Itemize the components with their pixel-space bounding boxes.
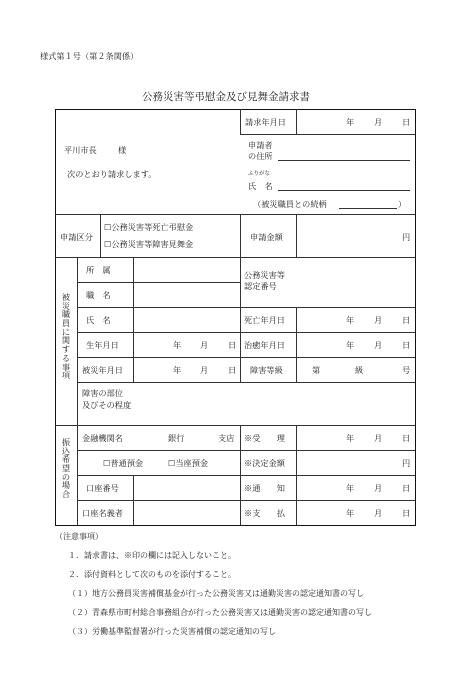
bank-label[interactable]: 銀行 — [168, 433, 185, 443]
amount-label: 申請金額 — [250, 232, 283, 242]
deposit-current[interactable]: ☐当座預金 — [168, 458, 209, 468]
receipt-month[interactable]: 月 — [374, 433, 383, 443]
receipt-day[interactable]: 日 — [402, 433, 411, 443]
death-day[interactable]: 日 — [402, 315, 411, 325]
furigana-label: ふりがな — [248, 171, 271, 177]
notes-heading: （注意事項） — [55, 532, 103, 541]
request-text: 次のとおり請求します。 — [67, 169, 157, 179]
form-title: 公務災害等弔慰金及び見舞金請求書 — [142, 91, 310, 103]
note-item: （２）青森県市町村総合事務組合が行った公務災害又は通勤災害の認定通知書の写し — [68, 608, 372, 617]
death-month[interactable]: 月 — [374, 315, 383, 325]
applicant-address-field[interactable] — [278, 160, 410, 161]
birth-month[interactable]: 月 — [200, 340, 209, 350]
grade-mid: 級 — [355, 365, 364, 375]
injury-month[interactable]: 月 — [200, 365, 209, 375]
account-number-label: 口座番号 — [86, 483, 119, 493]
grade-prefix: 第 — [312, 365, 321, 375]
injury-day[interactable]: 日 — [228, 365, 237, 375]
payment-month[interactable]: 月 — [374, 508, 383, 518]
decided-amount-label: ※決定金額 — [244, 458, 285, 468]
relation-close: ） — [398, 199, 407, 209]
note-item: （１）地方公務員災害補償基金が行った公務災害又は通勤災害の認定通知書の写し — [68, 589, 364, 598]
victim-name-label: 氏 名 — [86, 315, 111, 325]
birth-year[interactable]: 年 — [173, 340, 182, 350]
request-date-month[interactable]: 月 — [374, 117, 383, 127]
addressee-name: 平川市長 — [64, 145, 97, 155]
deposit-ordinary[interactable]: ☐普通預金 — [103, 458, 144, 468]
death-date-label: 死亡年月日 — [244, 315, 285, 325]
cure-month[interactable]: 月 — [374, 340, 383, 350]
form-number: 様式第１号（第２条関係） — [40, 51, 139, 61]
request-date-day[interactable]: 日 — [402, 117, 411, 127]
disability-detail-label: 障害の部位 及びその程度 — [82, 388, 132, 410]
victim-section-label: 被 災 職 員 に 関 す る 事 項 — [61, 292, 71, 381]
note-item: （３）労働基準監督署が行った災害補償の認定通知の写し — [68, 627, 276, 636]
request-date-label: 請求年月日 — [245, 117, 286, 127]
payment-year[interactable]: 年 — [346, 508, 355, 518]
applicant-name-field[interactable] — [278, 190, 410, 191]
request-date-year[interactable]: 年 — [346, 117, 355, 127]
notice-label: ※通 知 — [244, 483, 285, 493]
relation-label: （被災職員との続柄 — [253, 199, 327, 209]
cure-year[interactable]: 年 — [346, 340, 355, 350]
account-holder-label: 口座名義者 — [82, 508, 123, 518]
injury-date-label: 被災年月日 — [82, 365, 123, 375]
affiliation-label: 所 属 — [86, 265, 111, 275]
notice-year[interactable]: 年 — [346, 483, 355, 493]
request-type-label: 申請区分 — [60, 232, 93, 242]
amount-unit[interactable]: 円 — [402, 232, 411, 242]
applicant-name-label: 氏 名 — [248, 181, 273, 191]
relation-field[interactable] — [339, 208, 397, 209]
cure-day[interactable]: 日 — [402, 340, 411, 350]
notice-day[interactable]: 日 — [402, 483, 411, 493]
injury-year[interactable]: 年 — [173, 365, 182, 375]
grade-suffix: 号 — [402, 365, 411, 375]
receipt-year[interactable]: 年 — [346, 433, 355, 443]
request-type-disability[interactable]: ☐公務災害等障害見舞金 — [104, 239, 194, 249]
notice-month[interactable]: 月 — [374, 483, 383, 493]
cert-number-label: 公務災害等 認定番号 — [244, 270, 285, 291]
disability-grade-label: 障害等級 — [250, 365, 283, 375]
decided-amount-unit[interactable]: 円 — [402, 458, 411, 468]
birth-day[interactable]: 日 — [228, 340, 237, 350]
bank-section-label: 振 込 希 望 の 場 合 — [61, 437, 71, 500]
payment-label: ※支 払 — [244, 508, 285, 518]
cure-date-label: 治癒年月日 — [244, 340, 285, 350]
request-type-death[interactable]: ☐公務災害等死亡弔慰金 — [104, 222, 194, 232]
position-label: 職 名 — [86, 290, 111, 300]
applicant-address-label: 申請者 の住所 — [248, 140, 273, 162]
receipt-label: ※受 理 — [244, 433, 285, 443]
note-item: １．請求書は、※印の欄には記入しないこと。 — [68, 551, 236, 560]
birth-date-label: 生年月日 — [86, 340, 119, 350]
death-year[interactable]: 年 — [346, 315, 355, 325]
bank-name-label: 金融機関名 — [82, 433, 123, 443]
addressee-honorific: 様 — [118, 145, 127, 155]
payment-day[interactable]: 日 — [402, 508, 411, 518]
note-item: ２．添付資料として次のものを添付すること。 — [68, 570, 236, 579]
branch-label[interactable]: 支店 — [218, 433, 235, 443]
